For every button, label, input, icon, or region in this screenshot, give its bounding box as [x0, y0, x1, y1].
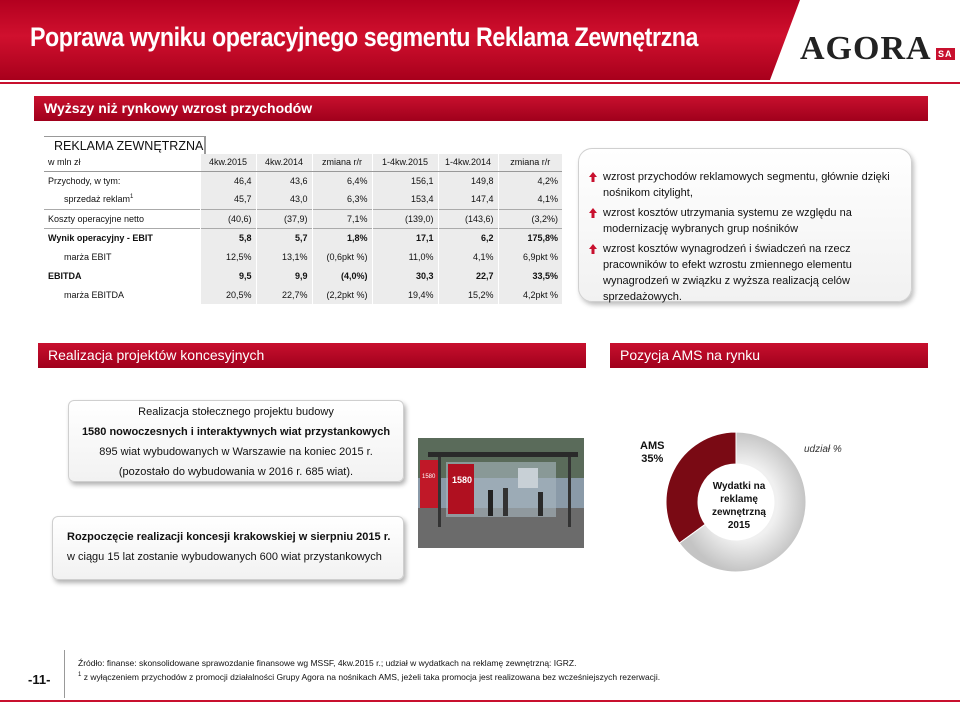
table-cell: 5,8: [200, 228, 256, 247]
share-label: udział %: [804, 444, 842, 455]
row-label: [44, 247, 200, 266]
row-label: [44, 171, 200, 190]
table-cell: (3,2%): [498, 209, 562, 228]
ams-value: 35%: [641, 453, 664, 465]
table-cell: (2,2pkt %): [312, 285, 372, 304]
logo-suffix: SA: [938, 49, 953, 59]
section-title-revenue: Wyższy niż rynkowy wzrost przychodów: [34, 96, 928, 121]
exclusion-note-text: z wyłączeniem przychodów z promocji działalności Grupy Agora na nośnikach AMS, jeżeli taka promocja jest realizowana bez wcześniejszych rezerwacji.: [81, 671, 661, 682]
warsaw-line-4: (pozostało do wybudowania w 2016 r. 685 wiat).: [118, 466, 354, 478]
table-cell: 17,1: [372, 228, 438, 247]
warsaw-project-box: [68, 400, 404, 482]
unit-label: w mln zł: [44, 154, 200, 171]
table-tab-label: REKLAMA ZEWNĘTRZNA: [44, 136, 206, 155]
row-label-text: Koszty operacyjne netto: [48, 213, 145, 224]
svg-text:1580: 1580: [422, 474, 436, 480]
table-row: [44, 209, 562, 228]
krakow-line-2: w ciągu 15 lat zostanie wybudowanych 600 wiat przystankowych: [67, 551, 382, 563]
table-header-row: [44, 154, 562, 171]
exclusion-note: [78, 669, 660, 683]
table-cell: (40,6): [200, 209, 256, 228]
table-cell: 43,0: [256, 190, 312, 209]
row-label: [44, 285, 200, 304]
row-label: [44, 266, 200, 285]
table-cell: 153,4: [372, 190, 438, 209]
section-title-ams-position: Pozycja AMS na rynku: [610, 343, 928, 368]
footer-divider: [0, 700, 960, 702]
bus-shelter-photo: [418, 438, 584, 548]
table-cell: (4,0%): [312, 266, 372, 285]
table-cell: 30,3: [372, 266, 438, 285]
table-cell: 33,5%: [498, 266, 562, 285]
page-number-divider: [64, 650, 65, 698]
commentary-bullet: [589, 241, 903, 305]
table-cell: 6,9pkt %: [498, 247, 562, 266]
table-cell: 4,2pkt %: [498, 285, 562, 304]
table-row: [44, 190, 562, 209]
svg-text:1580: 1580: [452, 475, 473, 485]
table-cell: 6,2: [438, 228, 498, 247]
column-header: 4kw.2015: [200, 154, 256, 171]
column-header: 1-4kw.2014: [438, 154, 498, 171]
table-row: [44, 228, 562, 247]
row-label-footnote: 1: [130, 194, 134, 201]
table-row: [44, 247, 562, 266]
table-cell: (139,0): [372, 209, 438, 228]
column-header: zmiana r/r: [498, 154, 562, 171]
agora-logo: [800, 30, 953, 68]
source-note: Źródło: finanse: skonsolidowane sprawozdanie finansowe wg MSSF, 4kw.2015 r.; udział w wydatkach na reklamę zewnętrzną: IGRZ.: [78, 658, 577, 668]
commentary-bullet-text: wzrost kosztów utrzymania systemu ze względu na modernizację wybranych grup nośników: [603, 207, 852, 235]
row-label-text: sprzedaż reklam: [64, 194, 131, 205]
table-cell: 22,7: [438, 266, 498, 285]
table-cell: 175,8%: [498, 228, 562, 247]
table-cell: 4,1%: [498, 190, 562, 209]
page-number: -11-: [28, 672, 51, 687]
financial-table: [44, 154, 562, 304]
column-header: zmiana r/r: [312, 154, 372, 171]
table-cell: 12,5%: [200, 247, 256, 266]
warsaw-line-3: 895 wiat wybudowanych w Warszawie na koniec 2015 r.: [99, 446, 373, 458]
red-arrow-icon: [589, 208, 597, 218]
table-cell: 4,1%: [438, 247, 498, 266]
footnotes: [78, 657, 660, 683]
ams-label: [640, 440, 664, 466]
table-cell: 9,9: [256, 266, 312, 285]
table-cell: 46,4: [200, 171, 256, 190]
table-cell: 156,1: [372, 171, 438, 190]
row-label-text: EBITDA: [48, 270, 82, 281]
table-cell: 6,4%: [312, 171, 372, 190]
table-cell: 22,7%: [256, 285, 312, 304]
table-cell: 5,7: [256, 228, 312, 247]
table-cell: 45,7: [200, 190, 256, 209]
column-header: 1-4kw.2015: [372, 154, 438, 171]
ams-name: AMS: [640, 440, 665, 452]
column-header: 4kw.2014: [256, 154, 312, 171]
table-cell: 7,1%: [312, 209, 372, 228]
table-row: [44, 266, 562, 285]
commentary-bullet-text: wzrost przychodów reklamowych segmentu, głównie dzięki nośnikom citylight,: [603, 171, 890, 199]
table-cell: 15,2%: [438, 285, 498, 304]
table-cell: 13,1%: [256, 247, 312, 266]
table-cell: 43,6: [256, 171, 312, 190]
header: [0, 0, 960, 80]
row-label-text: marża EBIT: [64, 251, 112, 262]
krakow-project-box: [52, 516, 404, 580]
exclusion-note-sup: 1: [78, 672, 82, 678]
commentary-bullet: [589, 205, 903, 237]
table-row: [44, 171, 562, 190]
logo-text: AGORA: [800, 30, 932, 67]
row-label-text: Przychody, w tym:: [48, 175, 121, 186]
commentary-bullet: [589, 169, 903, 201]
page-title: Poprawa wyniku operacyjnego segmentu Reklama Zewnętrzna: [30, 22, 699, 52]
warsaw-line-1: Realizacja stołecznego projektu budowy: [138, 406, 334, 418]
table-cell: 147,4: [438, 190, 498, 209]
pie-center-label: Wydatki na reklamę zewnętrzną 2015: [712, 481, 766, 531]
table-cell: (0,6pkt %): [312, 247, 372, 266]
table-cell: 9,5: [200, 266, 256, 285]
red-arrow-icon: [589, 244, 597, 254]
commentary-box: [578, 148, 912, 302]
row-label-text: Wynik operacyjny - EBIT: [48, 232, 153, 243]
section-title-concessions: Realizacja projektów koncesyjnych: [38, 343, 586, 368]
row-label: [44, 190, 200, 209]
table-cell: 11,0%: [372, 247, 438, 266]
commentary-bullet-text: wzrost kosztów wynagrodzeń i świadczeń na rzecz pracowników to efekt wzrostu zmiennego elementu wynagrodzeń w związku z wyższa realizacją celów sprzedażowych.: [603, 243, 852, 303]
warsaw-line-2: 1580 nowoczesnych i interaktywnych wiat przystankowych: [81, 426, 391, 438]
row-label: [44, 209, 200, 228]
table-cell: 1,8%: [312, 228, 372, 247]
table-cell: (37,9): [256, 209, 312, 228]
row-label: [44, 228, 200, 247]
krakow-line-1: Rozpoczęcie realizacji koncesji krakowskiej w sierpniu 2015 r.: [67, 531, 391, 543]
table-cell: 4,2%: [498, 171, 562, 190]
table-cell: 19,4%: [372, 285, 438, 304]
table-cell: 20,5%: [200, 285, 256, 304]
table-row: [44, 285, 562, 304]
table-cell: 149,8: [438, 171, 498, 190]
table-cell: (143,6): [438, 209, 498, 228]
table-cell: 6,3%: [312, 190, 372, 209]
header-divider: [0, 82, 960, 84]
row-label-text: marża EBITDA: [64, 289, 125, 300]
red-arrow-icon: [589, 172, 597, 182]
